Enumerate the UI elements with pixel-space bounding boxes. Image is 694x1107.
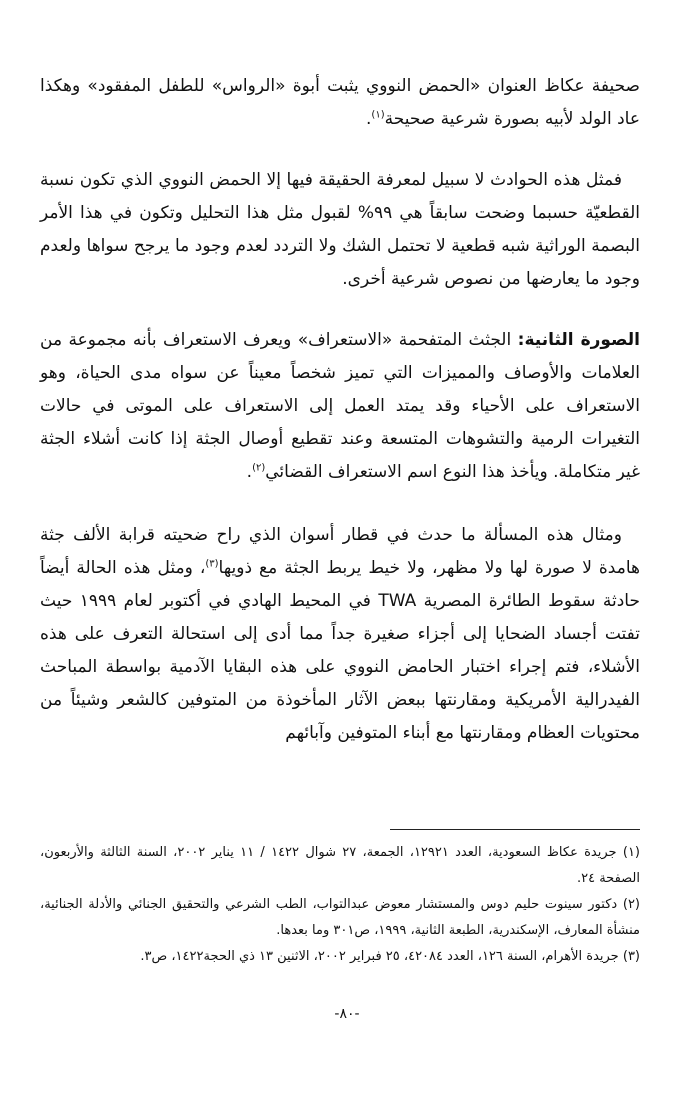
footnote-2: (٢) دكتور سينوت حليم دوس والمستشار معوض عبدالتواب، الطب الشرعي والتحقيق الجنائي والأدلة الجنائية، منشأة المعارف، الإسكندرية، الطبعة الثانية، ١٩٩٩، ص٣٠١ وما بعدها.: [40, 897, 640, 938]
paragraph-1-text: صحيفة عكاظ العنوان «الحمض النووي يثبت أبوة «الرواس» للطفل المفقود» وهكذا عاد الولد لأبيه بصورة شرعية صحيحة: [40, 76, 640, 129]
footnote-1: (١) جريدة عكاظ السعودية، العدد ١٢٩٢١، الجمعة، ٢٧ شوال ١٤٢٢ / ١١ يناير ٢٠٠٢، السنة الثالثة والأربعون، الصفحة ٢٤.: [40, 845, 640, 886]
footnote-divider: [390, 829, 640, 830]
paragraph-2-text: فمثل هذه الحوادث لا سبيل لمعرفة الحقيقة فيها إلا الحمض النووي الذي تكون نسبة القطعيّة حسبما وضحت سابقاً هي ٩٩% لقبول مثل هذا التحليل وتكون في هذا الأمر البصمة الوراثية شبه قطعية لا تحتمل الشك ولا التردد لعدم وجود ما يرجح سواها ولعدم وجود ما يعارضها من نصوص شرعية أخرى.: [40, 170, 640, 289]
paragraph-1-end: .: [366, 109, 372, 129]
paragraph-4: [40, 519, 640, 750]
footnote-3: (٣) جريدة الأهرام، السنة ١٢٦، العدد ٤٢٠٨٤، ٢٥ فبراير ٢٠٠٢، الاثنين ١٣ ذي الحجة١٤٢٢، ص٣.: [140, 949, 640, 964]
page-number: -٨٠-: [334, 1006, 360, 1022]
paragraph-1: [40, 70, 640, 136]
paragraph-3-text: الجثث المتفحمة «الاستعراف» ويعرف الاستعراف بأنه مجموعة من العلامات والأوصاف والمميزات التي تميز شخصاً معيناً عن سواه مدى الحياة، وهو الاستعراف على الأحياء وقد يمتد العمل إلى الاستعراف على الموتى في حالات التغيرات الرمية والتشوهات المتسعة وعند تقطيع أوصال الجثة إذا كانت أشلاء الجثة غير متكاملة. ويأخذ هذا النوع اسم الاستعراف القضائي: [40, 330, 640, 482]
footnote-ref-1: (١): [371, 109, 385, 121]
paragraph-3-end: .: [246, 462, 253, 482]
footnote-ref-3: (٣): [205, 558, 219, 570]
paragraph-4-text-a: ومثال هذه المسألة ما حدث في قطار أسوان الذي راح ضحيته قرابة الألف جثة هامدة لا صورة لها ولا مظهر، ولا خيط يربط الجثة مع ذويها: [40, 525, 640, 578]
footnotes: [40, 840, 640, 970]
paragraph-3: [40, 324, 640, 489]
paragraph-4-text-b: ، ومثل هذه الحالة أيضاً حادثة سقوط الطائرة المصرية TWA في المحيط الهادي في أكتوبر لعام ١٩٩٩ حيث تفتت أجساد الضحايا إلى أجزاء صغيرة جداً مما أدى إلى استحالة التعرف على هذه الأشلاء، فتم إجراء اختبار الحامض النووي على هذه البقايا الآدمية بواسطة المباحث الفيدرالية الأمريكية ومقارنتها ببعض الآثار المأخوذة من المتوفين كالشعر وشيئاً من محتويات العظام ومقارنتها مع أبناء المتوفين وآبائهم: [40, 558, 640, 743]
paragraph-2: [40, 164, 640, 296]
section-heading: الصورة الثانية:: [517, 330, 641, 350]
footnote-ref-2: (٢): [252, 462, 266, 474]
